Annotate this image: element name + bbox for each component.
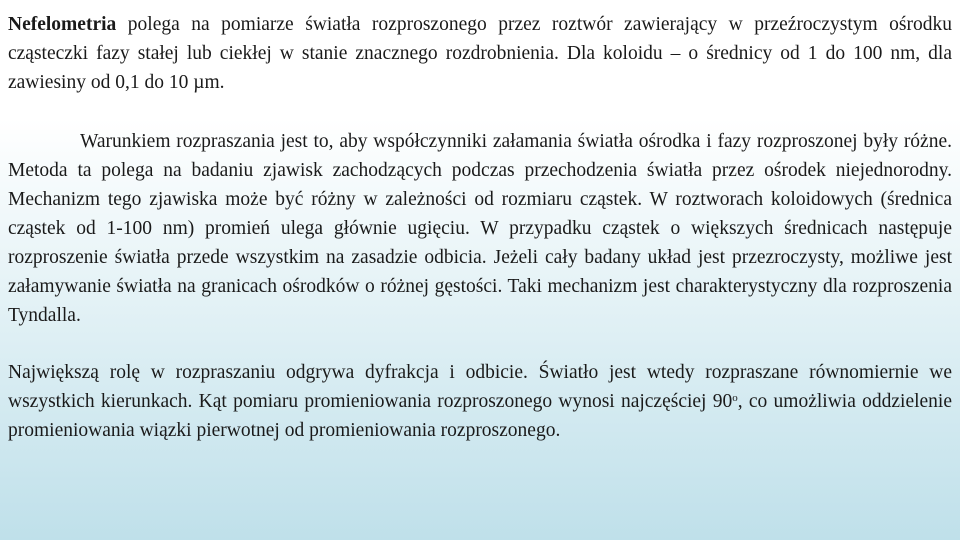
paragraph-scattering-conditions-text: Warunkiem rozpraszania jest to, aby współczynniki załamania światła ośrodka i fazy rozproszonej były różne. Metoda ta polega na badaniu zjawisk zachodzących podczas przechodzenia światła przez ośrodek niejednorodny. Mechanizm tego zjawiska może być różny w zależności od rozmiaru cząstek. W roztworach koloidowych (średnica cząstek od 1-100 nm) promień ulega głównie ugięciu. W przypadku cząstek o większych średnicach następuje rozproszenie światła przede wszystkim na zasadzie odbicia. Jeżeli cały badany układ jest przezroczysty, możliwe jest załamywanie światła na granicach ośrodków o różnej gęstości. Taki mechanizm jest charakterystyczny dla rozproszenia Tyndalla. xyxy=(8,131,952,326)
term-nefelometria: Nefelometria xyxy=(8,14,117,35)
slide-content xyxy=(8,10,952,445)
paragraph-measurement-angle-text-after: , co umożliwia oddzielenie promieniowania wiązki pierwotnej od promieniowania rozproszonego. xyxy=(8,391,952,441)
paragraph-measurement-angle xyxy=(8,358,952,445)
degree-symbol: o xyxy=(732,392,738,404)
paragraph-scattering-conditions xyxy=(8,127,952,330)
paragraph-measurement-angle-text-before: Największą rolę w rozpraszaniu odgrywa dyfrakcja i odbicie. Światło jest wtedy rozpraszane równomiernie we wszystkich kierunkach. Kąt pomiaru promieniowania rozproszonego wynosi najczęściej 90 xyxy=(8,362,952,412)
paragraph-definition-text: polega na pomiarze światła rozproszonego przez roztwór zawierający w przeźroczystym ośrodku cząsteczki fazy stałej lub ciekłej w stanie znacznego rozdrobnienia. Dla koloidu – o średnicy od 1 do 100 nm, dla zawiesiny od 0,1 do 10 µm. xyxy=(8,14,952,93)
paragraph-definition xyxy=(8,10,952,97)
